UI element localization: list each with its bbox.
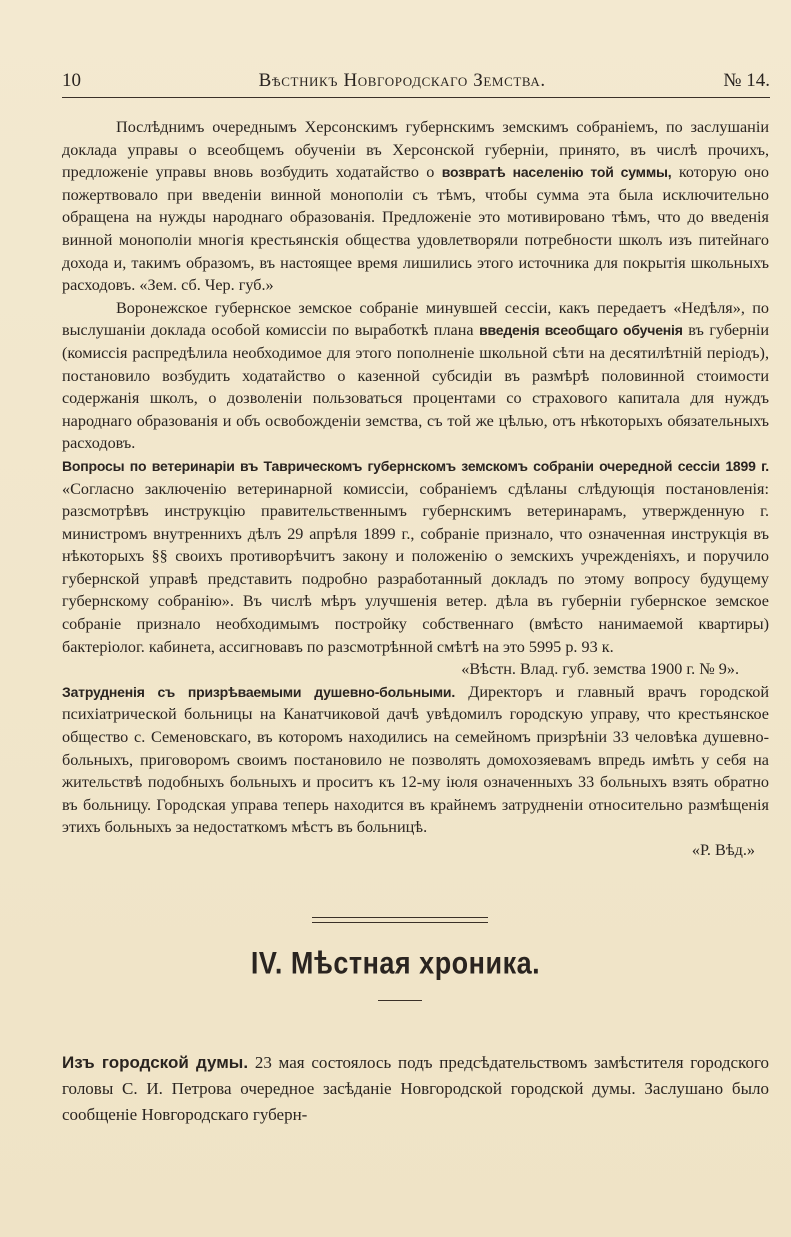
chronicle-lead: Изъ городской думы.: [62, 1053, 249, 1072]
chronicle-text: 23 мая состоялось подъ предсѣдательствомъ замѣстителя городского головы С. И. Петрова очередное засѣданіе Новгородской городской думы. Заслушано было сообщеніе Новгородскаго губерн-: [62, 1053, 769, 1124]
paragraph-text: которую оно пожертвовало при введеніи винной монополіи съ тѣмъ, чтобы сумма эта была исключительно обращена на нужды народнаго образованія. Предложеніе это мотивировано тѣмъ, что до введенія винной монополіи многія крестьянскія общества удовлетворяли потребности школъ изъ питейнаго дохода и, такимъ образомъ, въ настоящее время лишились этого источника для покрытія школьныхъ расходовъ.: [62, 163, 770, 295]
source-citation: «Вѣстн. Влад. губ. земства 1900 г. № 9».: [461, 660, 739, 679]
paragraph-text: Воронежское губернское земское собраніе минувшей сессіи, какъ передаетъ «Недѣля», по выслушаніи доклада особой комиссіи по выработкѣ плана: [62, 298, 769, 340]
paragraph-text: Послѣднимъ очереднымъ Херсонскимъ губернскимъ земскимъ собраніемъ, по заслушаніи доклада управы о всеобщемъ обученіи въ Херсонской губерніи, принято, въ числѣ прочихъ, предложеніе управы вновь возбудить ходатайство о: [62, 118, 769, 182]
journal-title: Вѣстникъ Новгородскаго Земства.: [258, 70, 546, 91]
running-header: [62, 66, 770, 96]
paragraph-mental-patients: [62, 681, 769, 862]
paragraph-tavrida: [62, 455, 769, 681]
article-body: [62, 116, 769, 862]
paragraph-text: Директоръ и главный врачъ городской психіатрической больницы на Канатчиковой дачѣ увѣдомилъ городскую управу, что крестьянское общество с. Семеновскаго, въ которомъ находились на семейномъ призрѣніи 33 человѣка душевно-больныхъ, приговоромъ своимъ постановило не позволять домохозяевамъ впредь имѣть у себя на жительствѣ подобныхъ больныхъ и проситъ къ 12-му іюля означенныхъ 33 больныхъ взять обратно въ больницу. Городская управа теперь находится въ крайнемъ затрудненіи относительно размѣщенія этихъ больныхъ за недостаткомъ мѣстъ въ больницѣ.: [62, 682, 769, 837]
title-underline: [378, 1000, 422, 1001]
chronicle-body: [62, 1050, 769, 1128]
source-citation: «Зем. сб. Чер. губ.»: [139, 276, 274, 295]
paragraph-text: «Согласно заключенію ветеринарной комиссіи, собраніемъ сдѣланы слѣдующія постановленія: разсмотрѣвъ инструкцію правительственнымъ губернскимъ ветеринарамъ, утвержденную г. министромъ внутреннихъ дѣлъ 29 апрѣля 1899 г., собраніе признало, что означенная инструкція въ нѣкоторыхъ §§ своихъ противорѣчитъ закону и положенію о земскихъ учрежденіяхъ, и поручило губернской управѣ представить подробно разработанный докладъ по этому вопросу будущему губернскому собранію». Въ числѣ мѣръ улучшенія ветер. дѣла въ губерніи губернское земское собраніе признало необходимымъ постройку собственнаго (вмѣсто нанимаемой квартиры) бактеріолог. кабинета, ассигновавъ по разсмотрѣнной смѣтѣ на это 5995 р. 93 к.: [62, 479, 769, 656]
section-title: IV. Мѣстная хроника.: [250, 945, 541, 981]
section-divider: [312, 917, 488, 923]
paragraph-voronezh: [62, 297, 769, 455]
paragraph-text: въ губерніи (комиссія распредѣлила необходимое для этого пополненіе школьной сѣти на десятилѣтній періодъ), постановило возбудить ходатайство о казенной субсидіи въ размѣрѣ половинной стоимости содержанія школъ, о дозволеніи пользоваться процентами со страхового капитала для нуждъ народнаго образованія и объ освобожденіи земства, съ той же цѣлью, отъ нѣкоторыхъ обязательныхъ расходовъ.: [62, 321, 770, 453]
highlight-text: Вопросы по ветеринаріи въ Таврическомъ губернскомъ земскомъ собраніи очередной сессіи 1899 г.: [62, 457, 769, 474]
highlight-text: Затрудненія съ призрѣваемыми душевно-больными.: [62, 683, 456, 700]
paragraph-kherson: [62, 116, 769, 297]
page-number: 10: [62, 70, 81, 91]
header-rule: [62, 97, 770, 98]
issue-number: № 14.: [723, 70, 770, 91]
highlight-text: возвратѣ населенію той суммы,: [441, 164, 672, 181]
highlight-text: введенія всеобщаго обученія: [479, 322, 683, 339]
source-citation: «Р. Вѣд.»: [691, 841, 755, 859]
